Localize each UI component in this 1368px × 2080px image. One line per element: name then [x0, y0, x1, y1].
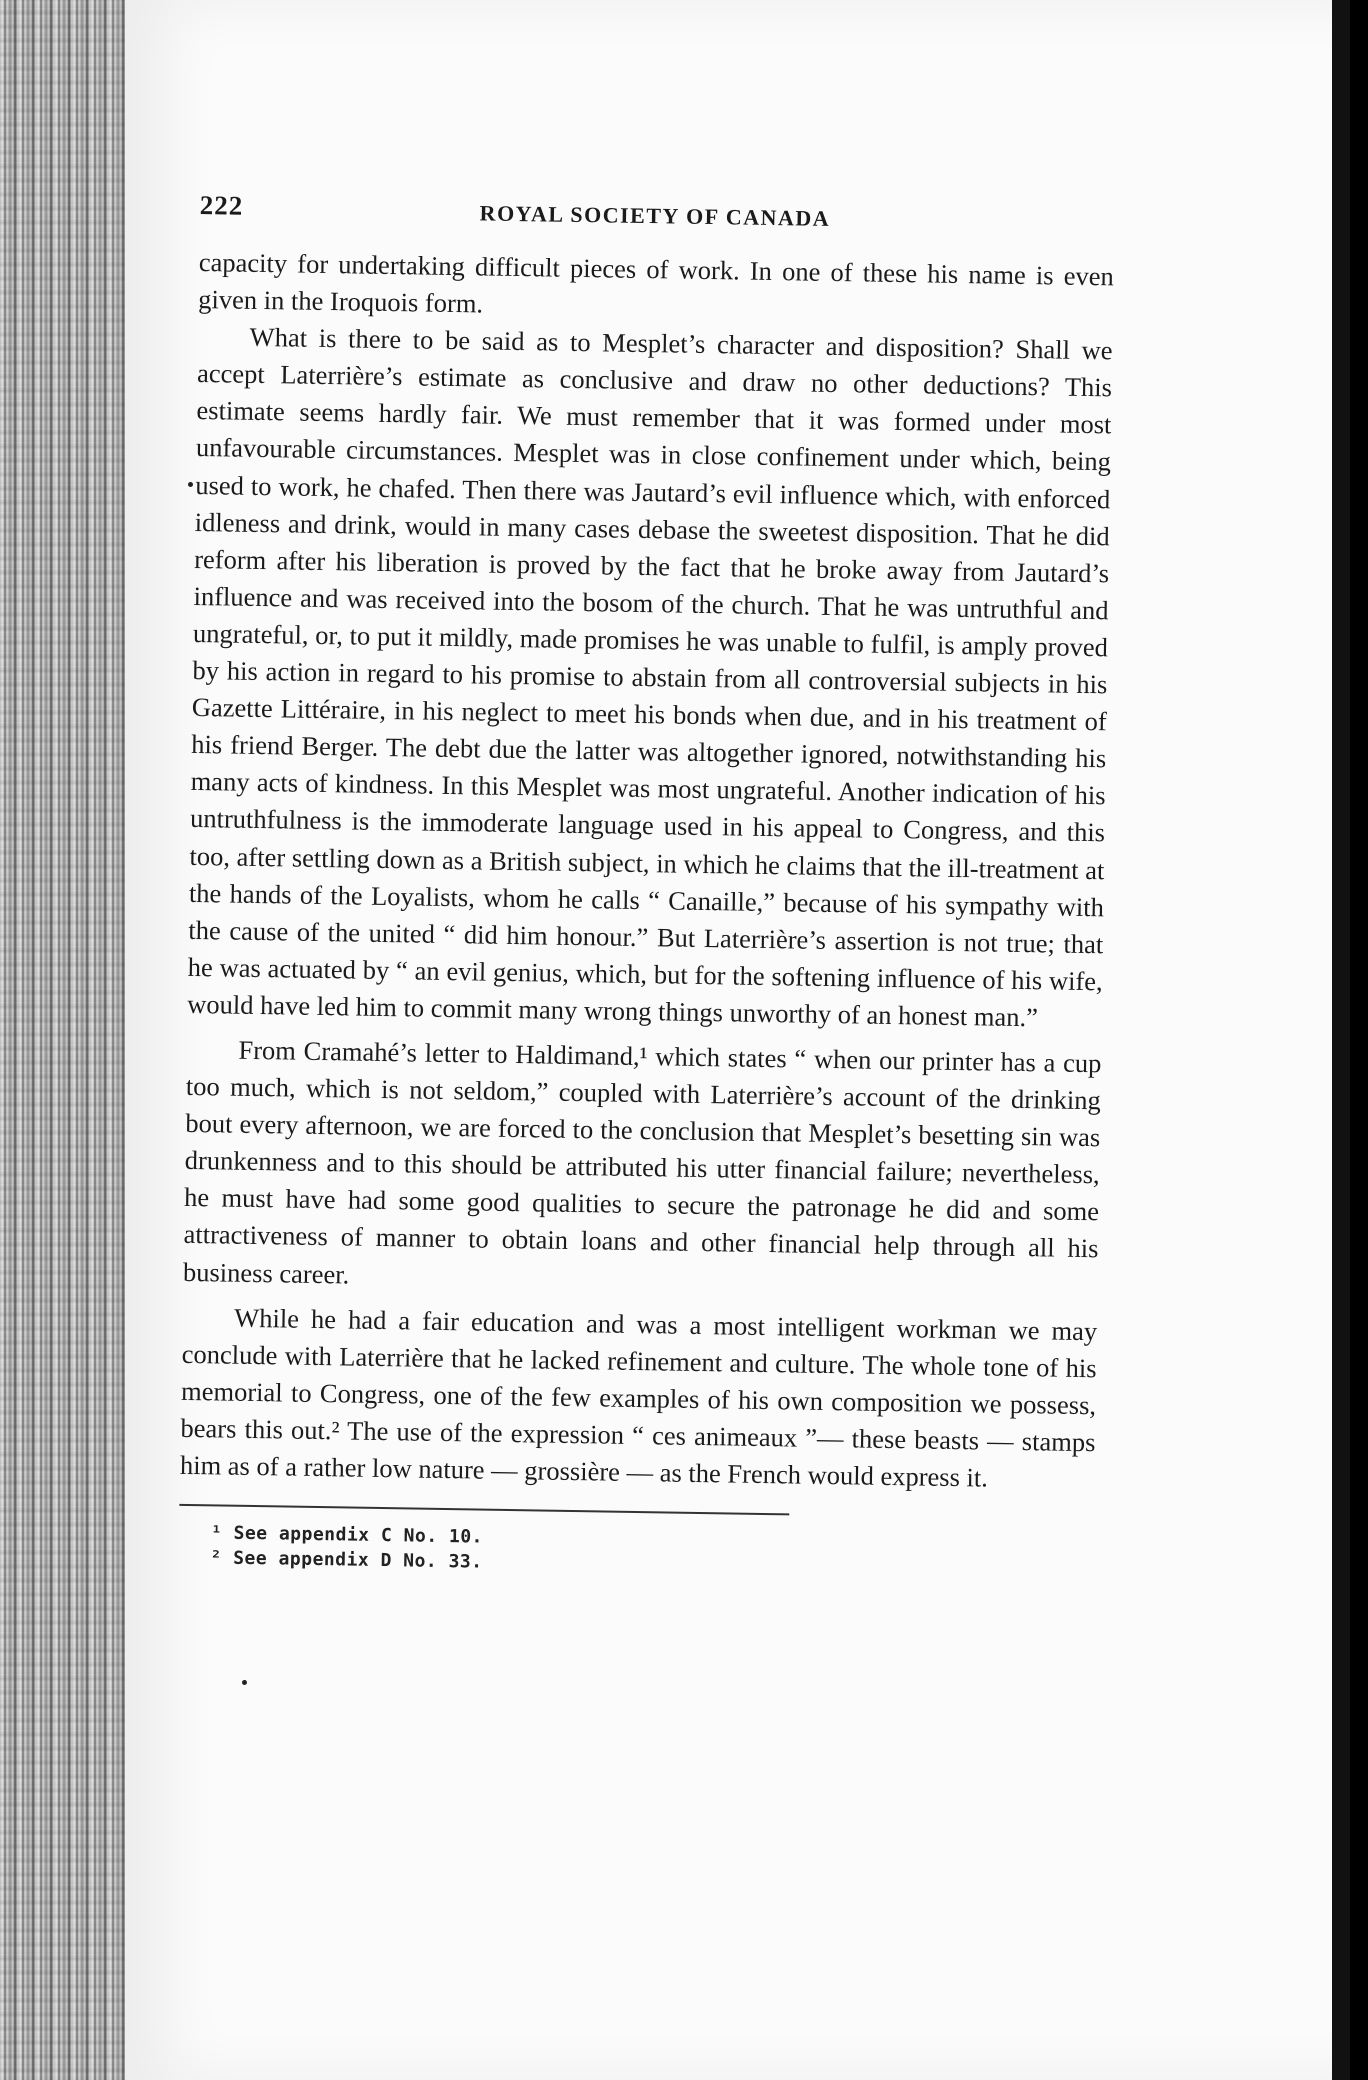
ink-speck	[188, 482, 193, 487]
footnote-1: ¹ See appendix C No. 10.	[210, 1522, 484, 1548]
paragraph-4: While he had a fair education and was a most intelligent workman we may conclude with Laterrière that he lacked refinement and culture. The whole tone of his memorial to Congress, one of the few examples of his own composition we possess, bears this out.² The use of the expression “ ces animeaux ”— these beasts — stamps him as of a rather low nature — grossière — as the French would express it.	[179, 1302, 1098, 1493]
page-number: 222	[199, 190, 244, 221]
footnote-2: ² See appendix D No. 33.	[210, 1547, 483, 1573]
running-title: ROYAL SOCIETY OF CANADA	[479, 200, 831, 231]
footnote-rule	[179, 1504, 789, 1516]
book-spine	[0, 0, 125, 2080]
paragraph-2: What is there to be said as to Mesplet’s character and disposition? Shall we accept Laterrière’s estimate as conclusive and draw no other deductions? This estimate seems hardly fair. We must remember that it was formed under most unfavourable circumstances. Mesplet was in close confinement under which, being used to work, he chafed. Then there was Jautard’s evil influence which, with enforced idleness and drink, would in many cases debase the sweetest disposition. That he did reform after his liberation is proved by the fact that he broke away from Jautard’s influence and was received into the bosom of the church. That he was untruthful and ungrateful, or, to put it mildly, made promises he was unable to fulfil, is amply proved by his action in regard to his promise to abstain from all controversial subjects in his Gazette Littéraire, in his neglect to meet his bonds when due, and in his treatment of his friend Berger. The debt due the latter was altogether ignored, notwithstanding his many acts of kindness. In this Mesplet was most ungrateful. Another indication of his untruthfulness is the immoderate language used in his appeal to Congress, and this too, after settling down as a British subject, in which he claims that the ill-treatment at the hands of the Loyalists, whom he calls “ Canaille,” because of his sympathy with the cause of the united “ did him honour.” But Laterrière’s assertion is not true; that he was actuated by “ an evil genius, which, but for the softening influence of his wife, would have led him to commit many wrong things unworthy of an honest man.”	[186, 321, 1113, 1033]
page-content	[178, 190, 1115, 1584]
paragraph-1: capacity for undertaking difficult pieces of work. In one of these his name is even given in the Iroquois form.	[198, 246, 1114, 319]
page-edge	[1332, 0, 1350, 2080]
ink-speck	[242, 1680, 247, 1685]
paragraph-3: From Cramahé’s letter to Haldimand,¹ which states “ when our printer has a cup too much, which is not seldom,” coupled with Laterrière’s account of the drinking bout every afternoon, we are forced to the conclusion that Mesplet’s besetting sin was drunkenness and to this should be attributed his utter financial failure; nevertheless, he must have had some good qualities to secure the patronage he did and some attractiveness of manner to obtain loans and other financial help through all his business career.	[182, 1034, 1102, 1290]
